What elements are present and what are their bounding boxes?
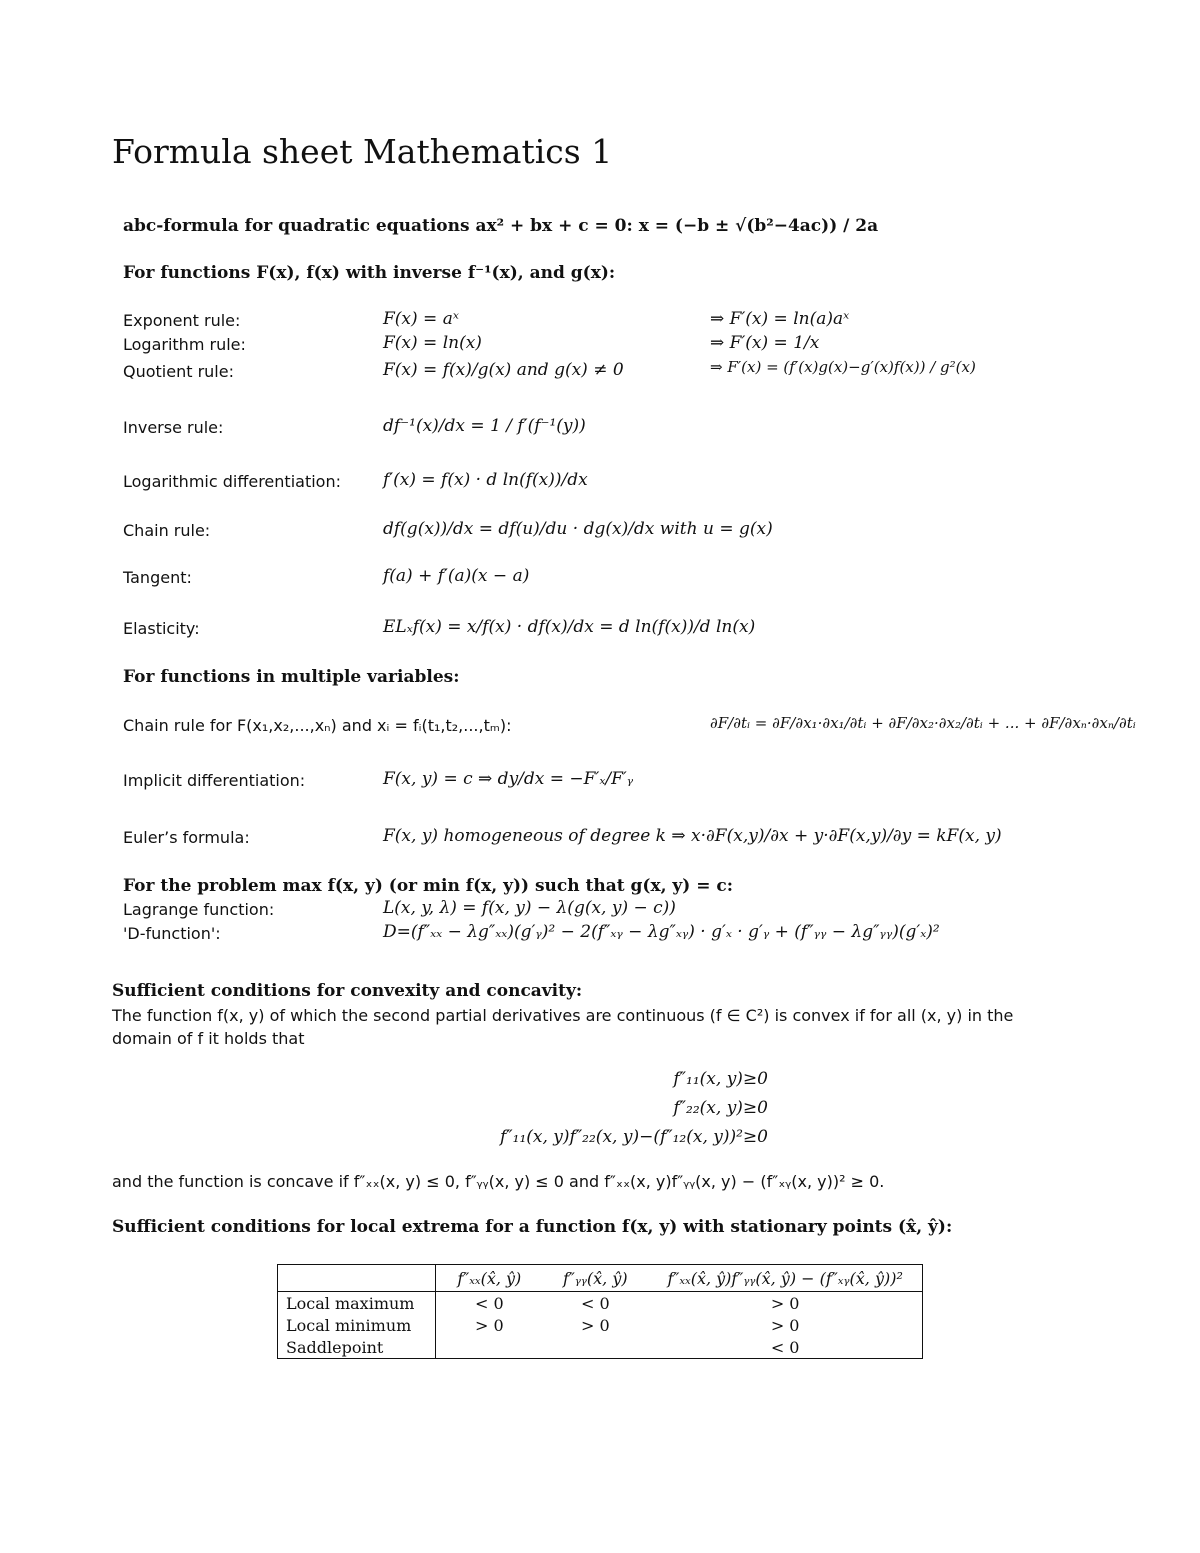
convex-text: domain of f it holds that [112,1029,305,1048]
rule-label: Logarithmic differentiation: [123,472,341,491]
abc-formula: abc-formula for quadratic equations ax² + bx + c = 0: x = (−b ± √(b²−4ac)) / 2a [123,216,879,236]
rule-formula: F(x) = ln(x) [383,333,482,353]
convex-condition: f″₁₁(x, y)f″₂₂(x, y)−(f″₁₂(x, y))²≥0 [500,1127,768,1147]
table-row [278,1314,923,1336]
extrema-table [277,1264,923,1359]
functions-header: For functions F(x), f(x) with inverse f⁻¹(x), and g(x): [123,263,616,283]
page-title: Formula sheet Mathematics 1 [112,132,613,171]
table-cell: > 0 [580,1315,610,1335]
convex-condition: f″₁₁(x, y)≥0 [673,1069,768,1089]
rule-label: Chain rule: [123,521,211,540]
convex-header: Sufficient conditions for convexity and concavity: [112,981,583,1001]
rule-label: Elasticity: [123,619,200,638]
multi-label: Implicit differentiation: [123,771,306,790]
table-cell: < 0 [648,1336,922,1359]
multi-header: For functions in multiple variables: [123,667,460,687]
rule-label: Exponent rule: [123,311,241,330]
rule-formula: F(x) = aˣ [383,309,459,329]
table-cell: < 0 [474,1293,504,1313]
table-cell: Saddlepoint [278,1336,436,1359]
multi-formula: ∂F/∂tᵢ = ∂F/∂x₁·∂x₁/∂tᵢ + ∂F/∂x₂·∂x₂/∂tᵢ + ... + ∂F/∂xₙ·∂xₙ/∂tᵢ [710,714,1136,732]
rule-formula: f(a) + f′(a)(x − a) [383,566,530,586]
convex-condition: f″₂₂(x, y)≥0 [673,1098,768,1118]
table-header-cell [278,1265,436,1292]
rule-formula: ELₓf(x) = x/f(x) · df(x)/dx = d ln(f(x))/d ln(x) [383,617,756,637]
table-cell: Local minimum [278,1314,436,1336]
table-header-row [278,1265,923,1292]
table-header-cell: f″ᵧᵧ(x̂, ŷ) [542,1265,648,1292]
table-row [278,1336,923,1359]
table-cell: < 0 [580,1293,610,1313]
convex-text: The function f(x, y) of which the second partial derivatives are continuous (f ∈ C²) is convex if for all (x, y) in the [112,1006,1014,1025]
table-cell: Local maximum [278,1292,436,1315]
lagrange-label: Lagrange function: [123,900,275,919]
lagrange-formula: L(x, y, λ) = f(x, y) − λ(g(x, y) − c)) [383,898,676,918]
table-header-cell: f″ₓₓ(x̂, ŷ) [436,1265,543,1292]
lagrange-header: For the problem max f(x, y) (or min f(x, y)) such that g(x, y) = c: [123,876,734,896]
table-cell: > 0 [474,1315,504,1335]
multi-formula: F(x, y) = c ⇒ dy/dx = −F′ₓ/F′ᵧ [383,769,634,789]
table-header-cell: f″ₓₓ(x̂, ŷ)f″ᵧᵧ(x̂, ŷ) − (f″ₓᵧ(x̂, ŷ))² [648,1265,922,1292]
concave-text: and the function is concave if f″ₓₓ(x, y) ≤ 0, f″ᵧᵧ(x, y) ≤ 0 and f″ₓₓ(x, y)f″ᵧᵧ(x, y) − (f″ₓᵧ(x, y))² ≥ 0. [112,1172,885,1191]
rule-label: Quotient rule: [123,362,234,381]
rule-formula: df(g(x))/dx = df(u)/du · dg(x)/dx with u = g(x) [383,519,773,539]
rule-result: ⇒ F′(x) = 1/x [710,333,820,353]
rule-label: Inverse rule: [123,418,224,437]
rule-formula: df⁻¹(x)/dx = 1 / f′(f⁻¹(y)) [383,416,586,436]
d-function-formula: D=(f″ₓₓ − λg″ₓₓ)(g′ᵧ)² − 2(f″ₓᵧ − λg″ₓᵧ) · g′ₓ · g′ᵧ + (f″ᵧᵧ − λg″ᵧᵧ)(g′ₓ)² [383,922,940,942]
rule-result: ⇒ F′(x) = ln(a)aˣ [710,309,850,329]
multi-label: Chain rule for F(x₁,x₂,...,xₙ) and xᵢ = fᵢ(t₁,t₂,...,tₘ): [123,716,512,735]
extrema-header: Sufficient conditions for local extrema for a function f(x, y) with stationary points (x̂, ŷ): [112,1217,953,1237]
multi-formula: F(x, y) homogeneous of degree k ⇒ x·∂F(x,y)/∂x + y·∂F(x,y)/∂y = kF(x, y) [383,826,1002,846]
table-cell [436,1336,543,1359]
rule-formula: F(x) = f(x)/g(x) and g(x) ≠ 0 [383,360,624,380]
rule-formula: f′(x) = f(x) · d ln(f(x))/dx [383,470,588,490]
table-cell: > 0 [648,1292,922,1315]
rule-label: Tangent: [123,568,192,587]
rule-label: Logarithm rule: [123,335,246,354]
table-row [278,1292,923,1315]
table-cell: > 0 [648,1314,922,1336]
table-cell [542,1336,648,1359]
rule-result: ⇒ F′(x) = (f′(x)g(x)−g′(x)f(x)) / g²(x) [710,358,976,376]
lagrange-label: 'D-function': [123,924,221,943]
multi-label: Euler’s formula: [123,828,250,847]
